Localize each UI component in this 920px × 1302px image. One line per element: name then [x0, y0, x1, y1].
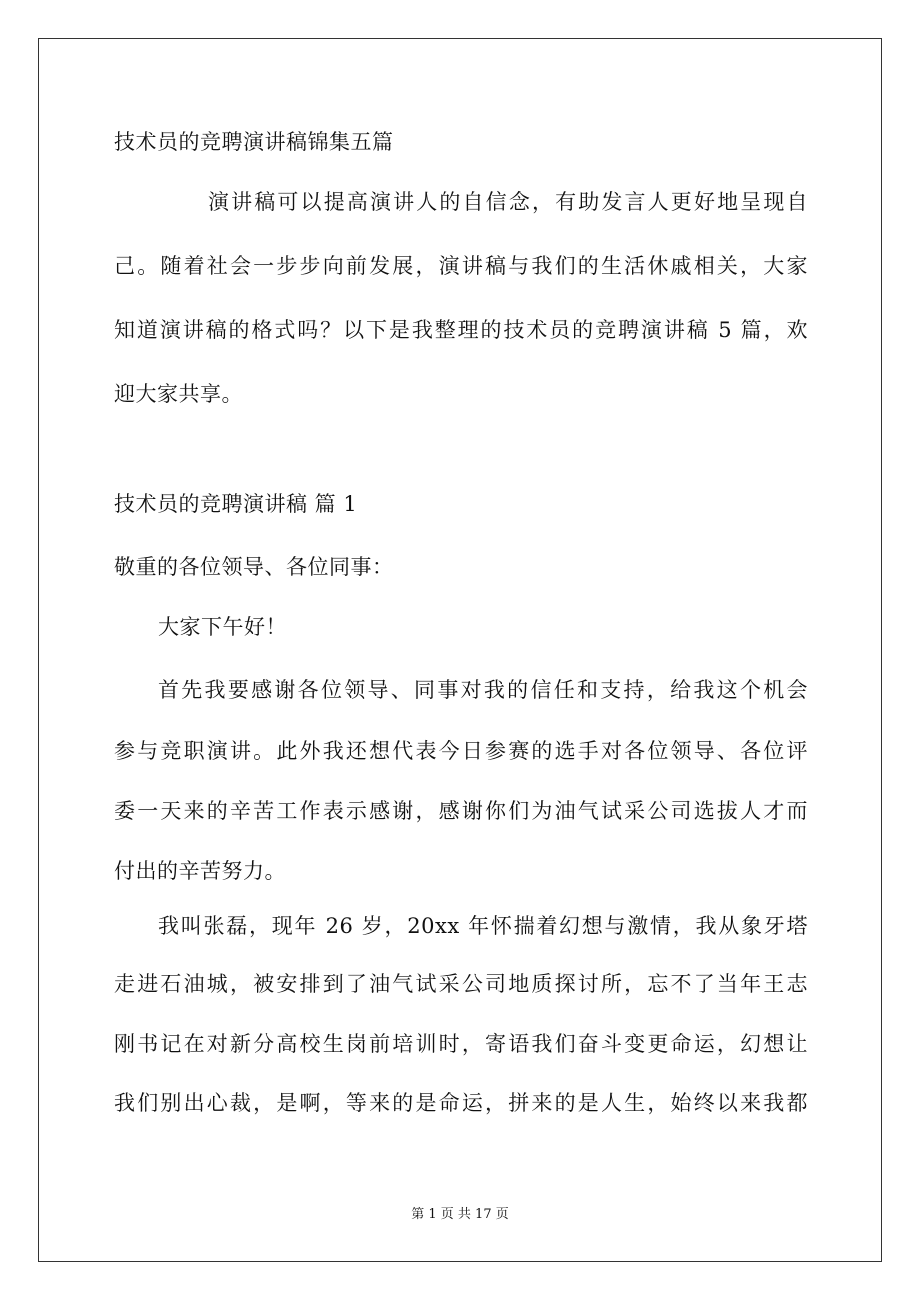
intro-line-1: 演讲稿可以提高演讲人的自信念，有助发言人更好地呈现自 — [208, 190, 808, 214]
paragraph1-line-1: 首先我要感谢各位领导、同事对我的信任和支持，给我这个机会 — [158, 678, 808, 702]
paragraph1-line-3: 委一天来的辛苦工作表示感谢，感谢你们为油气试采公司选拔人才而 — [114, 799, 808, 823]
paragraph1-line-4: 付出的辛苦努力。 — [114, 859, 286, 883]
page-footer: 第 1 页 共 17 页 — [411, 1207, 509, 1222]
greeting: 大家下午好！ — [158, 615, 287, 639]
paragraph2-line-1: 我叫张磊，现年 26 岁，20xx 年怀揣着幻想与激情，我从象牙塔 — [158, 914, 808, 938]
intro-line-4: 迎大家共享。 — [114, 382, 243, 406]
salutation: 敬重的各位领导、各位同事： — [114, 555, 394, 579]
page-border — [38, 38, 882, 1262]
document-title: 技术员的竞聘演讲稿锦集五篇 — [114, 130, 394, 154]
intro-line-2: 己。随着社会一步步向前发展，演讲稿与我们的生活休戚相关，大家 — [114, 254, 808, 278]
paragraph2-line-2: 走进石油城，被安排到了油气试采公司地质探讨所，忘不了当年王志 — [114, 972, 808, 996]
paragraph1-line-2: 参与竞职演讲。此外我还想代表今日参赛的选手对各位领导、各位评 — [114, 739, 808, 763]
paragraph2-line-3: 刚书记在对新分高校生岗前培训时，寄语我们奋斗变更命运，幻想让 — [114, 1032, 808, 1056]
intro-line-3: 知道演讲稿的格式吗？以下是我整理的技术员的竞聘演讲稿 5 篇，欢 — [114, 318, 808, 342]
section-heading: 技术员的竞聘演讲稿 篇 1 — [114, 492, 358, 516]
paragraph2-line-4: 我们别出心裁，是啊，等来的是命运，拼来的是人生，始终以来我都 — [114, 1091, 808, 1115]
